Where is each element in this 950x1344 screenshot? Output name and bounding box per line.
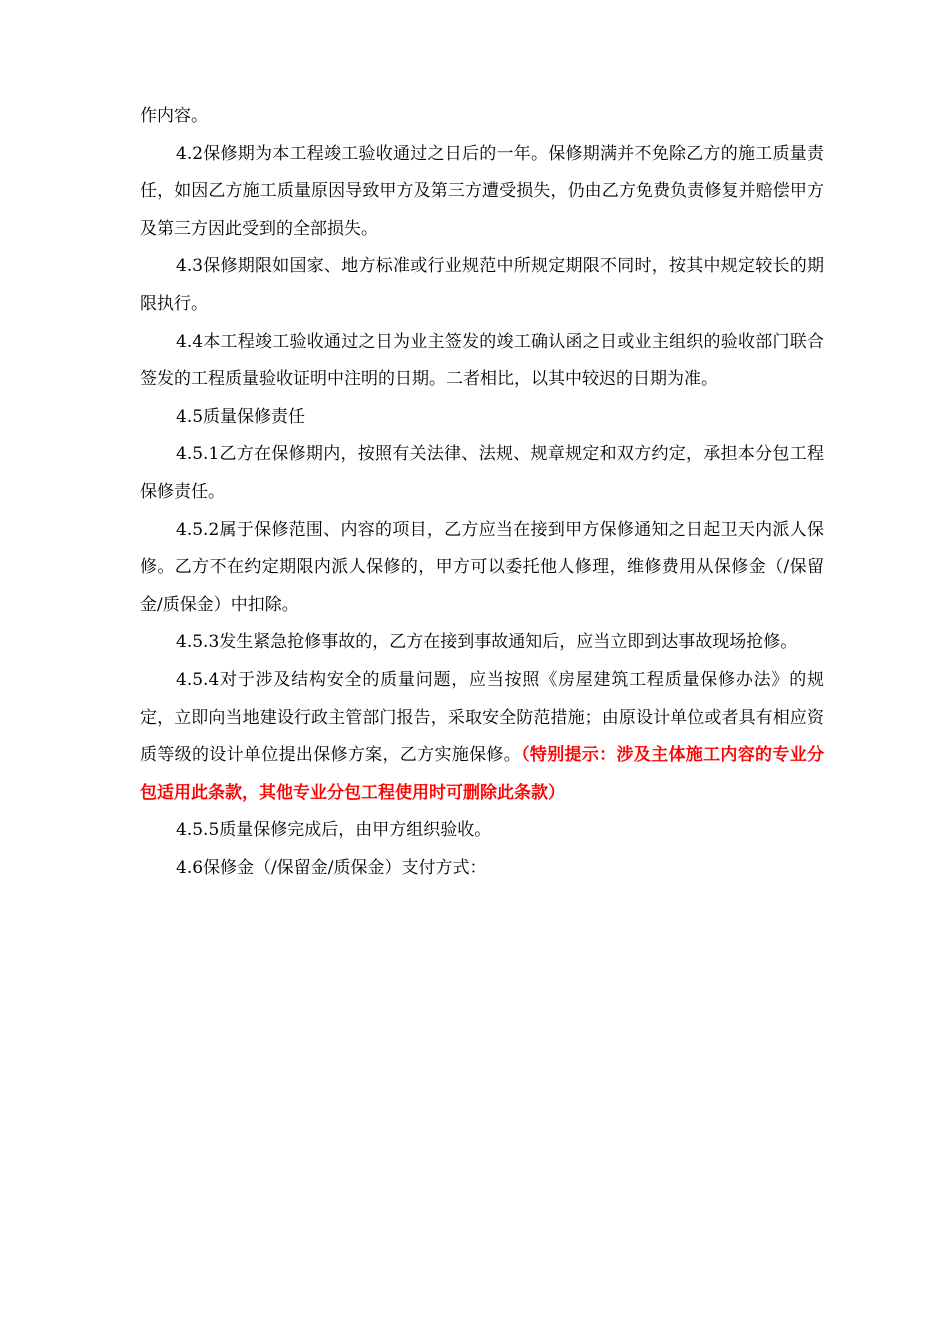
paragraph-continuation: 作内容。 <box>140 106 208 126</box>
document-page <box>140 98 824 887</box>
paragraph-4-4: 4.4本工程竣工验收通过之日为业主签发的竣工确认函之日或业主组织的验收部门联合签发的工程质量验收证明中注明的日期。二者相比，以其中较迟的日期为准。 <box>140 331 824 390</box>
paragraph-4-5-4-text: 4.5.4对于涉及结构安全的质量问题，应当按照《房屋建筑工程质量保修办法》的规定，立即向当地建设行政主管部门报告，采取安全防范措施；由原设计单位或者具有相应资质等级的设计单位提出保修方案，乙方实施保修。 <box>140 669 824 766</box>
paragraph-4-2: 4.2保修期为本工程竣工验收通过之日后的一年。保修期满并不免除乙方的施工质量责任，如因乙方施工质量原因导致甲方及第三方遭受损失，仍由乙方免费负责修复并赔偿甲方及第三方因此受到的全部损失。 <box>140 143 824 239</box>
paragraph-4-3: 4.3保修期限如国家、地方标准或行业规范中所规定期限不同时，按其中规定较长的期限执行。 <box>140 256 824 314</box>
paragraph-4-6: 4.6保修金（/保留金/质保金）支付方式： <box>176 857 487 878</box>
special-note: （特别提示：涉及主体施工内容的专业分包适用此条款，其他专业分包工程使用时可删除此条款） <box>140 745 825 803</box>
paragraph-4-5-4 <box>140 662 824 812</box>
paragraph-4-5-3: 4.5.3发生紧急抢修事故的，乙方在接到事故通知后，应当立即到达事故现场抢修。 <box>176 632 798 653</box>
paragraph-4-5-1: 4.5.1乙方在保修期内，按照有关法律、法规、规章规定和双方约定，承担本分包工程保修责任。 <box>140 444 824 502</box>
paragraph-4-5: 4.5质量保修责任 <box>176 406 306 427</box>
paragraph-4-5-2: 4.5.2属于保修范围、内容的项目，乙方应当在接到甲方保修通知之日起卫天内派人保修。乙方不在约定期限内派人保修的，甲方可以委托他人修理，维修费用从保修金（/保留金/质保金）中扣除。 <box>140 519 824 615</box>
paragraph-4-5-5: 4.5.5质量保修完成后，由甲方组织验收。 <box>176 820 492 841</box>
